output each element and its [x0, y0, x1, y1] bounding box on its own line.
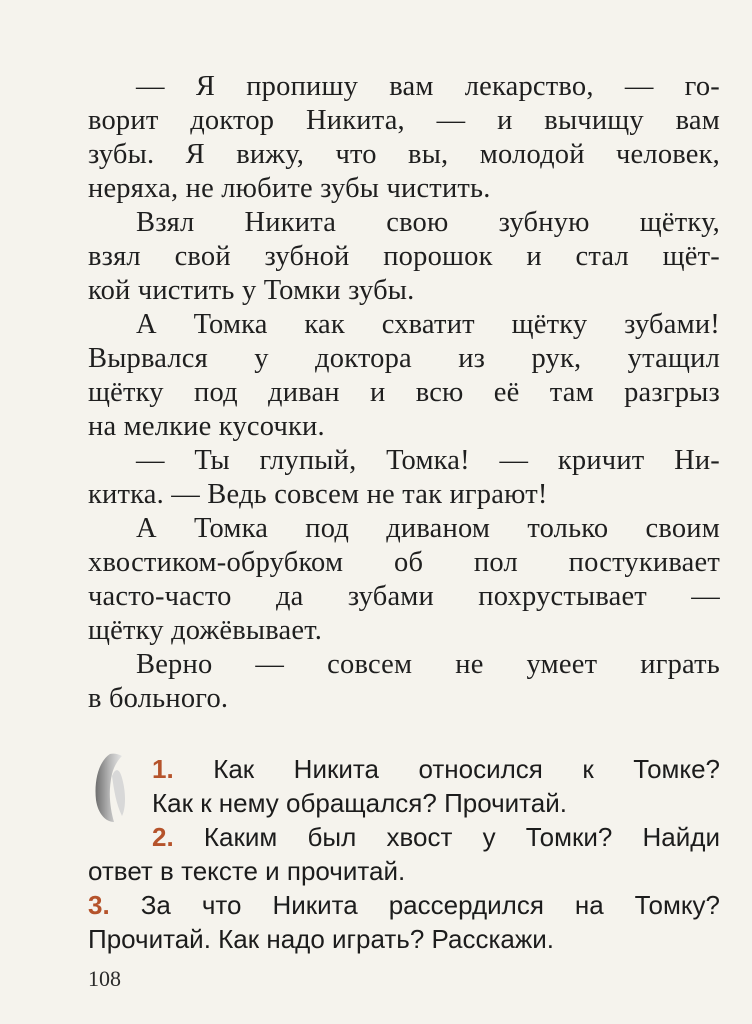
- story-line: Верно — совсем не умеет играть: [136, 649, 720, 680]
- story-line: хвостиком-обрубком об пол постукивает: [88, 547, 720, 578]
- question-number: 2.: [152, 822, 174, 852]
- story-line: щётку дожёвывает.: [88, 615, 323, 646]
- question-1-line-2: Как к нему обращался? Прочитай.: [152, 788, 567, 818]
- question-number: 1.: [152, 754, 174, 784]
- story-line: зубы. Я вижу, что вы, молодой человек,: [88, 139, 720, 170]
- story-line: щётку под диван и всю её там разгрыз: [88, 377, 720, 408]
- question-3-line-1: [88, 888, 720, 922]
- story-line: — Ты глупый, Томка! — кричит Ни-: [136, 445, 720, 476]
- question-text: Как Никита относился к Томке?: [213, 754, 721, 784]
- story-line: китка. — Ведь совсем не так играют!: [88, 479, 548, 510]
- story-line: на мелкие кусочки.: [88, 411, 325, 442]
- question-number: 3.: [88, 890, 110, 920]
- page-number: 108: [88, 966, 121, 991]
- question-text: За что Никита рассердился на Томку?: [140, 890, 720, 920]
- questions-block: [88, 752, 720, 956]
- story-line: взял свой зубной порошок и стал щёт-: [88, 241, 720, 272]
- story-line: ворит доктор Никита, — и вычищу вам: [88, 105, 720, 136]
- question-text: Каким был хвост у Томки? Найди: [203, 822, 720, 852]
- story-line: — Я пропишу вам лекарство, — го-: [136, 71, 720, 102]
- story-line: кой чистить у Томки зубы.: [88, 275, 415, 306]
- story-text: [88, 70, 720, 716]
- story-line: А Томка как схватит щётку зубами!: [136, 309, 720, 340]
- story-line: Взял Никита свою зубную щётку,: [136, 207, 720, 238]
- question-2-line-1: [88, 820, 720, 854]
- question-3-line-2: Прочитай. Как надо играть? Расскажи.: [88, 924, 555, 954]
- story-line: А Томка под диваном только своим: [136, 513, 720, 544]
- question-2-line-2: ответ в тексте и прочитай.: [88, 856, 406, 886]
- story-line: часто-часто да зубами похрустывает —: [88, 581, 720, 612]
- story-line: Вырвался у доктора из рук, утащил: [88, 343, 720, 374]
- story-line: в больного.: [88, 683, 229, 714]
- story-line: неряха, не любите зубы чистить.: [88, 173, 491, 204]
- question-1-line-1: [88, 752, 720, 786]
